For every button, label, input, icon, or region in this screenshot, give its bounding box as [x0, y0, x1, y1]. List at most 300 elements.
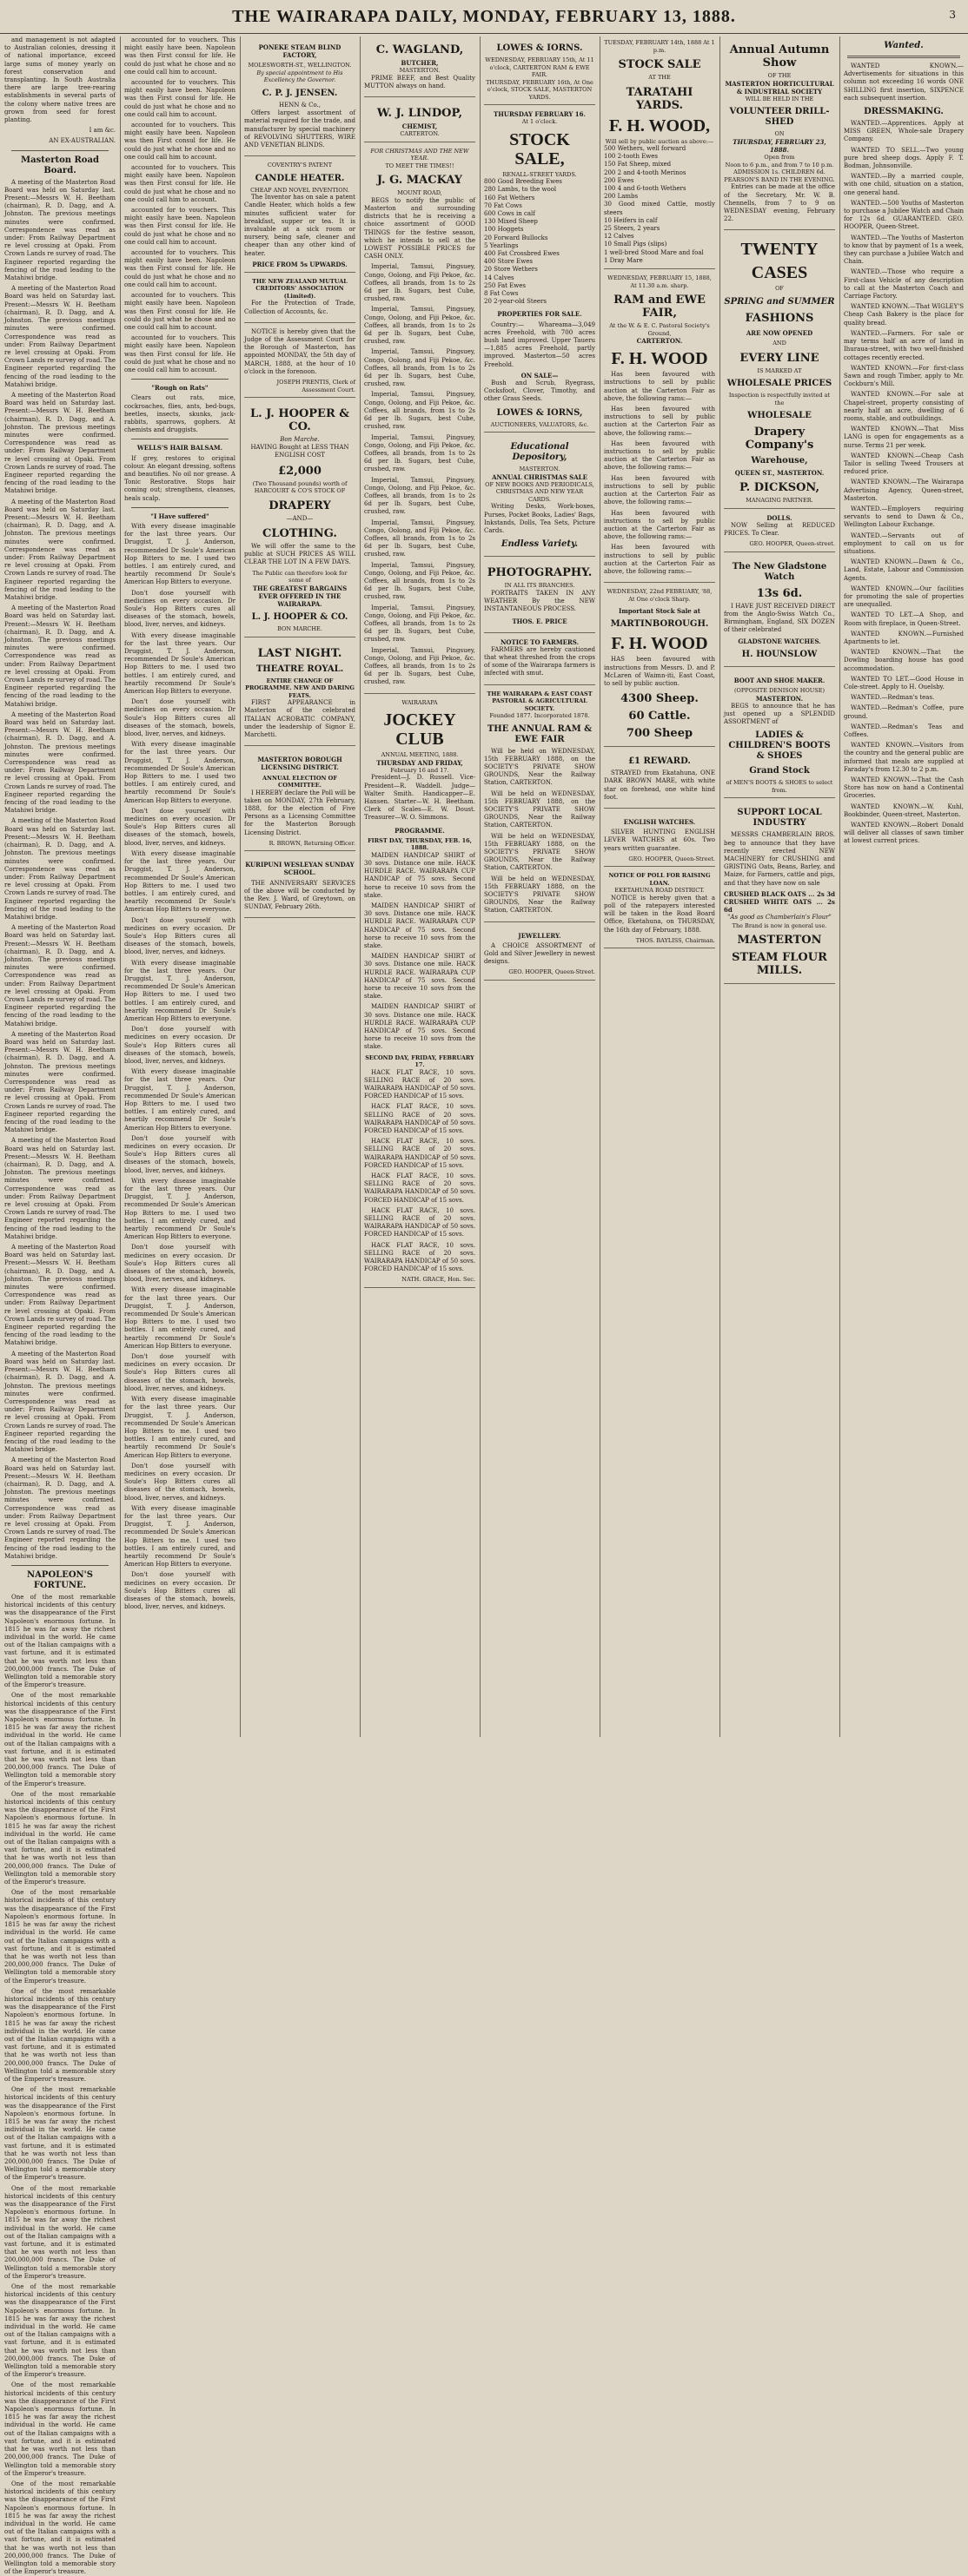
flour-quote2: The Brand is now in general use. — [732, 921, 827, 929]
farmers-notice — [484, 636, 595, 685]
wanted-item: WANTED KNOWN.—That the Cash Store has now on hand a Continental Groceries. — [844, 776, 964, 800]
mart-title: Important Stock Sale at — [619, 607, 700, 616]
auction-item: 25 Steers, 2 years — [604, 225, 660, 233]
watch-name: GLADSTONE WATCHES. — [738, 637, 821, 645]
school-ad — [244, 854, 355, 918]
road-board-text: A meeting of the Masterton Road Board was held on Saturday last. Present:—Messrs W. H. Beetham (chairman), R. D. Dagg, and A. Johnston. The previous meetings minutes were confirmed. Correspondence was read as under: From Railway Department re level crossing at Opaki. From Crown Lands re survey of road. The Engineer reported regarding the fencing of the road leading to the Matahiwi bridge. — [4, 285, 116, 388]
stock-time: At 1 o'clock. — [521, 118, 558, 126]
blind-factory-title: PONEKE STEAM BLIND FACTORY, — [258, 43, 341, 60]
auction-item: 100 2-tooth Ewes — [604, 153, 659, 161]
testimonial-text: With every disease imaginable for the last three years. Our Druggist, T. J. Anderson, recommended Dr Soule's American Hop Bitters to me. I used two bottles. I am entirely cured, and heartily recommend Dr Soule's American Hop Bitters to everyone. — [124, 522, 235, 586]
programme-text: MAIDEN HANDICAP SHIRT of 30 sovs. Distance one mile. HACK HURDLE RACE. WAIRARAPA CUP HANDICAP of 75 sovs. Second horse to receive 10 sovs from the stake. — [364, 1003, 475, 1051]
licensing-heading: MASTERTON BOROUGH LICENSING DISTRICT. — [257, 756, 342, 772]
blind-factory-ad — [244, 36, 355, 156]
licensing-sub: ANNUAL ELECTION OF COMMITTEE. — [262, 774, 337, 789]
watches-sign: GEO. HOOPER, Queen-Street. — [628, 855, 715, 862]
cattle-title: 60 Cattle. — [628, 710, 691, 723]
rats-heading: "Rough on Rats" — [151, 384, 209, 393]
ram-text: Has been favoured with instructions to sell by public auction at the Carterton Fair as above, the following rams:— — [604, 544, 715, 575]
programme-text2: HACK FLAT RACE, 10 sovs. SELLING RACE of 20 sovs. WAIRARAPA HANDICAP of 50 sovs. FORCED HANDICAP of 15 sovs. — [364, 1172, 475, 1204]
road-board-text: A meeting of the Masterton Road Board was held on Saturday last. Present:—Messrs W. H. Beetham (chairman), R. D. Dagg, and A. Johnston. The previous meetings minutes were confirmed. Correspondence was read as under: From Railway Department re level crossing at Opaki. From Crown Lands re survey of road. The Engineer reported regarding the fencing of the road leading to the Matahiwi bridge. — [4, 1350, 116, 1454]
reward-title: £1 REWARD. — [628, 756, 691, 767]
napoleon-continued: accounted for to vouchers. This might easily have been. Napoleon was then First consul for life. He could do just what he chose and no one could call him to account. — [124, 36, 235, 76]
drapery-warehouse: Warehouse, — [751, 456, 808, 466]
column-1 — [0, 36, 120, 2576]
programme-text2: HACK FLAT RACE, 10 sovs. SELLING RACE of 20 sovs. WAIRARAPA HANDICAP of 50 sovs. FORCED HANDICAP of 15 sovs. — [364, 1138, 475, 1169]
theatre-ad — [244, 640, 355, 747]
hooper-text: HAVING Bought at LESS THAN ENGLISH COST — [250, 444, 349, 459]
testimonial-text: Don't dose yourself with medicines on every occasion. Dr Soule's Hop Bitters cures all diseases of the stomach, bowels, blood, liver, nerves, and kidneys. — [124, 1134, 235, 1174]
road-board-text: A meeting of the Masterton Road Board was held on Saturday last. Present:—Messrs W. H. Beetham (chairman), R. D. Dagg, and A. Johnston. The previous meetings minutes were confirmed. Correspondence was read as under: From Railway Department re level crossing at Opaki. From Crown Lands re survey of road. The Engineer reported regarding the fencing of the road leading to the Matahiwi bridge. — [4, 391, 116, 495]
road-board-text: A meeting of the Masterton Road Board was held on Saturday last. Present:—Messrs W. H. Beetham (chairman), R. D. Dagg, and A. Johnston. The previous meetings minutes were confirmed. Correspondence was read as under: From Railway Department re level crossing at Opaki. From Crown Lands re survey of road. The Engineer reported regarding the fencing of the road leading to the Matahiwi bridge. — [4, 178, 116, 282]
wanted-item: WANTED.—Redman's teas. — [851, 694, 935, 702]
show-held: WILL BE HELD IN THE — [745, 95, 814, 102]
auctioneer-name: F. H. WOOD, — [608, 116, 711, 135]
napoleon-continued: accounted for to vouchers. This might easily have been. Napoleon was then First consul for life. He could do just what he chose and no one could call him to account. — [124, 249, 235, 288]
auction-item: 10 Small Pigs (slips) — [604, 241, 667, 248]
creditors-heading: THE NEW ZEALAND MUTUAL CREDITORS' ASSOCIATION (Limited). — [252, 277, 348, 300]
testimonial-text: Don't dose yourself with medicines on every occasion. Dr Soule's Hop Bitters cures all diseases of the stomach, bowels, blood, liver, nerves, and kidneys. — [124, 807, 235, 847]
jockey-sub: ANNUAL MEETING, 1888. — [381, 751, 459, 759]
stock-item: 800 Good Breeding Ewes — [484, 178, 562, 186]
grocer-list: Imperial, Tamsui, Pingsuey, Congo, Oolong, and Fiji Pekoe, &c. Coffees, all brands, from 1s to 2s 6d per lb. Sugars, best Cube, crushed, raw. — [364, 263, 475, 303]
firm-title: LOWES & IORNS. — [496, 43, 583, 53]
wanted-item: WANTED TO LET.—Good House in Cole-street. Apply to H. Ouelsby. — [844, 675, 964, 691]
road-board-text: A meeting of the Masterton Road Board was held on Saturday last. Present:—Messrs W. H. Beetham (chairman), R. D. Dagg, and A. Johnston. The previous meetings minutes were confirmed. Correspondence was read as under: From Railway Department re level crossing at Opaki. From Crown Lands re survey of road. The Engineer reported regarding the fencing of the road leading to the Matahiwi bridge. — [4, 924, 116, 1027]
theatre-line: ENTIRE CHANGE OF PROGRAMME. NEW AND DARING FEATS. — [245, 677, 355, 699]
watch-text: I HAVE JUST RECEIVED DIRECT from the Anglo-Swiss Watch Co., Birmingham, England, SIX DOZEN of their celebrated — [724, 602, 835, 634]
butcher-place: MASTERTON. — [399, 67, 441, 75]
dolls-ad — [724, 512, 835, 552]
column-3 — [240, 36, 360, 1737]
wanted-item: WANTED.—By a married couple, with one child, situation on a station, one general hand. — [844, 173, 964, 196]
wanted-item: WANTED.—500 Youths of Masterton to purchase a Jubilee Watch and Chain for 12s 6d. GUARANTEED. GEO. HOOPER, Queen-Street. — [844, 199, 964, 231]
stock-list — [484, 178, 595, 306]
blind-factory-address: MOLESWORTH-ST., WELLINGTON. — [248, 62, 352, 69]
poll-heading: NOTICE OF POLL FOR RAISING LOAN. — [608, 872, 711, 887]
road-board-text: A meeting of the Masterton Road Board was held on Saturday last. Present:—Messrs W. H. Beetham (chairman), R. D. Dagg, and A. Johnston. The previous meetings minutes were confirmed. Correspondence was read as under: From Railway Department re level crossing at Opaki. From Crown Lands re survey of road. The Engineer reported regarding the fencing of the road leading to the Matahiwi bridge. — [4, 1244, 116, 1347]
testimonial-text: With every disease imaginable for the last three years. Our Druggist, T. J. Anderson, recommended Dr Soule's American Hop Bitters to me. I used two bottles. I am entirely cured, and heartily recommend Dr Soule's American Hop Bitters to everyone. — [124, 1396, 235, 1459]
napoleon-text: One of the most remarkable historical incidents of this century was the disappearance of the First Napoleon's enormous fortune. In 1815 he was far away the richest individual in the world. He came out of the Italian campaigns with a vast fortune, and it is estimated that he was worth not less than 200,000,000 francs. The Duke of Wellington told a memorable story of the Emperor's treasure. — [4, 2283, 116, 2379]
assoc-fair: THE ANNUAL RAM & EWE FAIR — [487, 723, 593, 744]
napoleon-text: One of the most remarkable historical incidents of this century was the disappearance of the First Napoleon's enormous fortune. In 1815 he was far away the richest individual in the world. He came out of the Italian campaigns with a vast fortune, and it is estimated that he was worth not less than 200,000,000 francs. The Duke of Wellington told a memorable story of the Emperor's treasure. — [4, 1987, 116, 2083]
wanted-item: WANTED.—The Youths of Masterton to know that by payment of 1s a week, they can purchase a Jubilee Watch and Chain. — [844, 234, 964, 266]
napoleon-text: One of the most remarkable historical incidents of this century was the disappearance of the First Napoleon's enormous fortune. In 1815 he was far away the richest individual in the world. He came out of the Italian campaigns with a vast fortune, and it is estimated that he was worth not less than 200,000,000 francs. The Duke of Wellington told a memorable story of the Emperor's treasure. — [4, 2184, 116, 2280]
flour-mills-town: MASTERTON — [737, 934, 822, 948]
auction-item: 1 Dray Mare — [604, 256, 643, 264]
testimonial-text: With every disease imaginable for the last three years. Our Druggist, T. J. Anderson, recommended Dr Soule's American Hop Bitters to me. I used two bottles. I am entirely cured, and heartily recommend Dr Soule's American Hop Bitters to everyone. — [124, 1504, 235, 1569]
drapery-fashions: FASHIONS — [745, 311, 814, 325]
page-number: 3 — [949, 9, 956, 21]
grocer-list: Imperial, Tamsui, Pingsuey, Congo, Oolong, and Fiji Pekoe, &c. Coffees, all brands, from 1s to 2s 6d per lb. Sugars, best Cube, crushed, raw. — [364, 433, 475, 473]
show-on: ON — [774, 130, 785, 138]
edu-line: ANNUAL CHRISTMAS SALE — [492, 472, 587, 481]
auction-item: 12 Calves — [604, 233, 634, 241]
assoc-text: Will be held on WEDNESDAY, 15th FEBRUARY 1888, on the SOCIETY'S PRIVATE SHOW GROUNDS, Near the Railway Station, CARTERTON. — [484, 875, 595, 915]
wanted-item: WANTED.—Those who require a First-class Vehicle of any description to call at the Masterton Coach and Carriage Factory. — [844, 268, 964, 301]
dolls-text: NOW Selling at REDUCED PRICES. To Clear. — [724, 521, 835, 538]
letter-signoff: I am &c. — [89, 127, 116, 135]
xmas-line: TO MEET THE TIMES!! — [385, 162, 454, 169]
jockey-text: President—J. D. Russell. Vice-President—R. Waddell. Judge—Walter Smith. Handicapper—E. Hansen. Starter—W. H. Beetham. Clerk of Scales—E. W. Doust. Treasurer—W. O. Simmons. — [364, 774, 475, 822]
drapery-and: AND — [772, 340, 786, 347]
hooper-and: —AND— — [286, 514, 314, 522]
auctioneers-sub: AUCTIONEERS, VALUATORS, &c. — [490, 420, 589, 428]
wanted-item: WANTED KNOWN.—For sale at Chapel-street, property consisting of nearly half an acre, dwelling of 6 rooms, stable, and outbuildings. — [844, 391, 964, 422]
ram-place: At the W. & E. C. Pastoral Society's Ground, — [609, 322, 710, 337]
licensing-sign: R. BROWN, Returning Officer. — [269, 839, 355, 847]
mart-text: HAS been favoured with instructions from Messrs. D. and P. McLaren of Waimn-iti, East Coast, to sell by public auction. — [604, 656, 715, 687]
hooper-sign2: BON MARCHE. — [277, 625, 322, 633]
hair-balsam-heading: WELLS'S HAIR BALSAM. — [136, 444, 223, 452]
grocer-list: Imperial, Tamsui, Pingsuey, Congo, Oolong, and Fiji Pekoe, &c. Coffees, all brands, from 1s to 2s 6d per lb. Sugars, best Cube, crushed, raw. — [364, 476, 475, 516]
hooper-ad — [244, 400, 355, 637]
auction-item: 200 Ewes — [604, 176, 634, 184]
napoleon-continued: accounted for to vouchers. This might easily have been. Napoleon was then First consul for life. He could do just what he chose and no one could call him to account. — [124, 122, 235, 161]
jockey-club-ad — [364, 697, 475, 1288]
theatre-heading: LAST NIGHT. — [257, 646, 342, 660]
ram-date: WEDNESDAY, FEBRUARY 15, 1888, At 11.30 a.m. sharp. — [607, 274, 712, 289]
mart-date: WEDNESDAY, 22nd FEBRUARY, '88, At One o'clock Sharp. — [607, 588, 713, 603]
licensing-ad — [244, 749, 355, 851]
hooper-text2: (Two Thousand pounds) worth of HARCOURT & CO'S STOCK OF — [252, 479, 348, 495]
candle-heater-text: The Inventor has on sale a patent Candle Heater, which holds a few minutes sufficient water for breakfast, supper or tea. It is invaluable at a sick room or nursery, being safe, cleaner and cheaper than any other kind of heater. — [244, 194, 355, 257]
napoleon-text: One of the most remarkable historical incidents of this century was the disappearance of the First Napoleon's enormous fortune. In 1815 he was far away the richest individual in the world. He came out of the Italian campaigns with a vast fortune, and it is estimated that he was worth not less than 200,000,000 francs. The Duke of Wellington told a memorable story of the Emperor's treasure. — [4, 2381, 116, 2477]
wanted-item: WANTED KNOWN.—Cheap Cash Tailor is selling Tweed Trousers at reduced price. — [844, 452, 964, 476]
wanted-item: WANTED.—Farmers. For sale or may terms half an acre of land in Ihuraua-street, with two well-finished cottages recently erected. — [844, 329, 964, 361]
candle-heater-heading: COVENTRY'S PATENT — [267, 162, 333, 169]
theatre-sub: THEATRE ROYAL. — [255, 664, 344, 674]
testimonial-text: With every disease imaginable for the last three years. Our Druggist, T. J. Anderson, recommended Dr Soule's American Hop Bitters to me. I used two bottles. I am entirely cured, and heartily recommend Dr Soule's American Hop Bitters to everyone. — [124, 741, 235, 804]
assoc-title: THE WAIRARAPA & EAST COAST PASTORAL & AGRICULTURAL SOCIETY. — [487, 690, 593, 712]
grocer-list: Imperial, Tamsui, Pingsuey, Congo, Oolong, and Fiji Pekoe, &c. Coffees, all brands, from 1s to 2s 6d per lb. Sugars, best Cube, crushed, raw. — [364, 519, 475, 558]
drapery-company: Drapery Company's — [745, 426, 814, 452]
testimonial-text: Don't dose yourself with medicines on every occasion. Dr Soule's Hop Bitters cures all diseases of the stomach, bowels, blood, liver, nerves, and kidneys. — [124, 1571, 235, 1611]
ram-text: Has been favoured with instructions to sell by public auction at the Carterton Fair as above, the following rams:— — [604, 474, 715, 506]
road-board-text: A meeting of the Masterton Road Board was held on Saturday last. Present:—Messrs W. H. Beetham (chairman), R. D. Dagg, and A. Johnston. The previous meetings minutes were confirmed. Correspondence was read as under: From Railway Department re level crossing at Opaki. From Crown Lands re survey of road. The Engineer reported regarding the fencing of the road leading to the Matahiwi bridge. — [4, 1456, 116, 1560]
auction-item: 200 2 and 4-tooth Merinos — [604, 168, 686, 176]
lowes-iorns-ad — [484, 36, 595, 105]
hooper-amount: £2,000 — [278, 464, 322, 478]
letter-signature: AN EX-AUSTRALIAN. — [49, 137, 116, 145]
jewellery-sign: GEO. HOOPER, Queen-Street. — [508, 968, 595, 976]
programme-text2: HACK FLAT RACE, 10 sovs. SELLING RACE of 20 sovs. WAIRARAPA HANDICAP of 50 sovs. FORCED HANDICAP of 15 sovs. — [364, 1103, 475, 1135]
testimonial-text: Don't dose yourself with medicines on every occasion. Dr Soule's Hop Bitters cures all diseases of the stomach, bowels, blood, liver, nerves, and kidneys. — [124, 589, 235, 629]
testimonial-text: With every disease imaginable for the last three years. Our Druggist, T. J. Anderson, recommended Dr Soule's American Hop Bitters to me. I used two bottles. I am entirely cured, and heartily recommend Dr Soule's American Hop Bitters to everyone. — [124, 959, 235, 1022]
auction-item: 30 Good mixed Cattle, mostly steers — [604, 201, 715, 216]
photo-text: PORTRAITS TAKEN IN ANY WEATHER By the NEW INSTANTANEOUS PROCESS. — [484, 589, 595, 613]
wanted-item: WANTED KNOWN.—That Miss LANG is open for engagements as a nurse. Terms 21 per week. — [844, 426, 964, 449]
stock-item: 280 Lambs, to the wool — [484, 186, 557, 194]
jockey-sign: NATH. GRACE, Hon. Sec. — [401, 1276, 475, 1284]
poll-district: EKETAHUNA ROAD DISTRICT. — [614, 887, 705, 895]
stock-date: THURSDAY FEBRUARY 16. — [494, 110, 586, 118]
hooper-drapery: DRAPERY — [269, 499, 331, 512]
hooper-title: L. J. HOOPER & CO. — [249, 407, 350, 434]
watch-price: 13s 6d. — [756, 586, 803, 600]
napoleon-text: One of the most remarkable historical incidents of this century was the disappearance of the First Napoleon's enormous fortune. In 1815 he was far away the richest individual in the world. He came out of the Italian campaigns with a vast fortune, and it is estimated that he was worth not less than 200,000,000 francs. The Duke of Wellington told a memorable story of the Emperor's treasure. — [4, 1889, 116, 1985]
drapery-marked: IS MARKED AT — [757, 367, 802, 374]
butcher-ad — [364, 36, 475, 97]
wanted-item: WANTED.—Servants out of employment to call on us for situations. — [844, 532, 964, 555]
ram-auctioneer: F. H. WOOD — [611, 349, 708, 369]
wanted-item: WANTED KNOWN.—Visitors from the country and the general public are informed that meals are supplied at Faraday's from 12.30 to 2 p.m. — [844, 742, 964, 773]
testimonial-text: With every disease imaginable for the last three years. Our Druggist, T. J. Anderson, recommended Dr Soule's American Hop Bitters to me. I used two bottles. I am entirely cured, and heartily recommend Dr Soule's American Hop Bitters to everyone. — [124, 1286, 235, 1350]
firm-sale2: THURSDAY, FEBRUARY 16th, At One o'clock, STOCK SALE, MASTERTON YARDS. — [486, 78, 593, 101]
poll-notice — [604, 869, 715, 948]
auction-item: 150 Fat Sheep, mixed — [604, 161, 672, 168]
ram-text: Has been favoured with instructions to sell by public auction at the Carterton Fair as above, the following rams:— — [604, 509, 715, 541]
wanted-item: WANTED.—Apprentices. Apply at MISS GREEN, Whole-sale Drapery Company. — [844, 120, 964, 143]
wanted-item: WANTED KNOWN.—W. Kuhl, Bookbinder, Queen-street, Masterton. — [844, 803, 964, 818]
dolls-heading: DOLLS. — [766, 513, 792, 522]
show-times: Noon to 6 p.m., and from 7 to 10 p.m. — [725, 161, 834, 168]
edu-title: Educational Depository, — [510, 442, 569, 463]
firm-sale1: WEDNESDAY, FEBRUARY 15th, At 11 o'clock, CARTERTON RAM & EWE FAIR. — [485, 56, 594, 78]
ram-text: Has been favoured with instructions to sell by public auction at the Carterton Fair as above, the following rams:— — [604, 371, 715, 402]
stock-title: STOCK SALE, — [509, 129, 570, 168]
newspaper-title: THE WAIRARAPA DAILY, MONDAY, FEBRUARY 13, 1888. — [232, 7, 736, 26]
drapery-wholesale: WHOLESALE — [747, 411, 812, 421]
stock-item: 70 Fat Cows — [484, 201, 522, 209]
butcher-title: C. WAGLAND, — [375, 43, 464, 56]
column-6 — [600, 36, 719, 1737]
wanted-item: WANTED.—Redman's Coffee, pure ground. — [844, 704, 964, 720]
stock-item: 600 Cows in calf — [484, 210, 535, 218]
flour-mills-title: STEAM FLOUR MILLS. — [732, 951, 827, 978]
jewellery-heading: JEWELLERY. — [518, 931, 561, 940]
creditors-text: For the Protection of Trade, Collection of Accounts, &c. — [244, 300, 355, 315]
column-2 — [120, 36, 240, 1737]
support-text: MESSRS CHAMBERLAIN BROS. beg to announce that they have recently erected NEW MACHINERY for CRUSHING and GRISTING Oats, Beans, Barley, and Maize, for Farmers, cattle and pigs, and that they have now on sale — [724, 831, 835, 887]
assessment-sign: JOSEPH PRENTIS, Clerk of Assessment Court. — [276, 379, 355, 393]
candle-heater-line: CHEAP AND NOVEL INVENTION. — [250, 186, 349, 194]
stock-item: 8 Fat Cows — [484, 290, 519, 298]
stock-item: 130 Mixed Sheep — [484, 218, 538, 226]
sheep-title: 4300 Sheep. — [620, 692, 699, 706]
auctioneers-title: LOWES & IORNS, — [496, 407, 583, 418]
blind-factory-royal: By special appointment to His Excellency the Governor. — [256, 69, 343, 84]
blind-factory-text: Offers largest assortment of material required for the trade, and manufacturer by special machinery of REVOLVING SHUTTERS, WIRE AND VENETIAN BLINDS. — [244, 109, 355, 149]
drapery-big: TWENTY — [740, 240, 819, 260]
ram-text: Has been favoured with instructions to sell by public auction at the Carterton Fair as above, the following rams:— — [604, 439, 715, 472]
show-entries: Entries can be made at the office of the Secretary, Mr. W. B. Chennells, from 7 to 9 on WEDNESDAY evening, February 22. — [724, 183, 835, 223]
boots-opp: (OPPOSITE DENISON HOUSE) — [733, 687, 825, 695]
drapery-owner: P. DICKSON, — [739, 481, 819, 495]
ram-text: Has been favoured with instructions to sell by public auction at the Carterton Fair as above, the following rams:— — [604, 406, 715, 437]
wanted-item: WANTED KNOWN.—Robert Donald will deliver all classes of sawn timber at lowest current prices. — [844, 822, 964, 845]
grocer-list: Imperial, Tamsui, Pingsuey, Congo, Oolong, and Fiji Pekoe, &c. Coffees, all brands, from 1s to 2s 6d per lb. Sugars, best Cube, crushed, raw. — [364, 604, 475, 644]
pastoral-society-ad — [484, 688, 595, 922]
programme-day2: SECOND DAY, FRIDAY, FEBRUARY 17. — [365, 1054, 474, 1069]
licensing-text: I HEREBY declare the Poll will be taken on MONDAY, 27th February, 1888, for the election of Five Persons as a Licensing Committee for the Masterton Borough Licensing District. — [244, 789, 355, 836]
boots-heading: BOOT AND SHOE MAKER. — [733, 676, 825, 684]
watch-sign: H. HOUNSLOW — [741, 649, 818, 659]
candle-heater-price: PRICE FROM 5s UPWARDS. — [252, 260, 348, 268]
grocer-list: Imperial, Tamsui, Pingsuey, Congo, Oolong, and Fiji Pekoe, &c. Coffees, all brands, from 1s to 2s 6d per lb. Sugars, best Cube, crushed, raw. — [364, 561, 475, 601]
stock-item: 400 Fat Crossbred Ewes — [484, 250, 560, 258]
auction-item: 10 Heifers in calf — [604, 216, 658, 224]
country-text: Country:— Whareama—3,049 acres Freehold, with 700 acres bush land improved. Upper Taueru—1,885 acres Freehold, partly improved. Masterton—50 acres Freehold. — [484, 320, 595, 368]
hooper-public: The Public can therefore look for some of — [252, 569, 348, 584]
blind-factory-owner: C. P. J. JENSEN. — [262, 88, 338, 98]
grocer-ad — [364, 145, 475, 694]
support-heading: SUPPORT LOCAL INDUSTRY — [737, 808, 822, 829]
jockey-town: WAIRARAPA — [401, 698, 438, 706]
stock-item: 160 Fat Wethers — [484, 194, 535, 201]
road-board-text: A meeting of the Masterton Road Board was held on Saturday last. Present:—Messrs W. H. Beetham (chairman), R. D. Dagg, and A. Johnston. The previous meetings minutes were confirmed. Correspondence was read as under: From Railway Department re level crossing at Opaki. From Crown Lands re survey of road. The Engineer reported regarding the fencing of the road leading to the Matahiwi bridge. — [4, 710, 116, 815]
watches-text: SILVER HUNTING ENGLISH LEVER WATCHES at 60s. Two years written guarantee. — [604, 829, 715, 852]
testimonial-text: With every disease imaginable for the last three years. Our Druggist, T. J. Anderson, recommended Dr Soule's American Hop Bitters to me. I used two bottles. I am entirely cured, and heartily recommend Dr Soule's American Hop Bitters to everyone. — [124, 631, 235, 696]
wanted-item: WANTED KNOWN.—That the Dowling boarding house has good accommodation. — [844, 649, 964, 672]
wanted-item: WANTED KNOWN.—Advertisements for situations in this column not exceeding 16 words ONE SHILLING first insertion, SIXPENCE each subsequent insertion. — [844, 63, 964, 102]
road-board-text: A meeting of the Masterton Road Board was held on Saturday last. Present:—Messrs W. H. Beetham (chairman), R. D. Dagg, and A. Johnston. The previous meetings minutes were confirmed. Correspondence was read as under: From Railway Department re level crossing at Opaki. From Crown Lands re survey of road. The Engineer reported regarding the fencing of the road leading to the Matahiwi bridge. — [4, 498, 116, 601]
masthead — [0, 0, 968, 34]
stock-item: 250 Fat Ewes — [484, 281, 527, 289]
hooper-clothing: CLOTHING. — [262, 526, 337, 540]
auction-title: STOCK SALE — [618, 58, 701, 71]
wanted-item: WANTED KNOWN.—For first-class Sawn and rough Timber, apply to Mr. Cockburn's Mill. — [844, 364, 964, 388]
divider — [847, 56, 960, 58]
jewellery-ad — [484, 925, 595, 981]
programme-text: MAIDEN HANDICAP SHIRT of 30 sovs. Distance one mile. HACK HURDLE RACE. WAIRARAPA CUP HANDICAP of 75 sovs. Second horse to receive 10 sovs from the stake. — [364, 851, 475, 899]
edu-endless: Endless Variety. — [501, 539, 579, 550]
hooper-bargain: THE GREATEST BARGAINS EVER OFFERED IN THE WAIRARAPA. — [252, 584, 348, 608]
napoleon-continued: accounted for to vouchers. This might easily have been. Napoleon was then First consul for life. He could do just what he chose and no one could call him to account. — [124, 164, 235, 203]
gladstone-watch-ad — [724, 555, 835, 667]
testimonial-text: With every disease imaginable for the last three years. Our Druggist, T. J. Anderson, recommended Dr Soule's American Hop Bitters to me. I used two bottles. I am entirely cured, and heartily recommend Dr Soule's American Hop Bitters to everyone. — [124, 1068, 235, 1132]
creditors-ad — [244, 275, 355, 323]
poll-text: NOTICE is hereby given that a poll of the ratepayers interested will be taken in the Road Board Office, Eketahuna, on THURSDAY, the 16th day of February, 1888. — [604, 894, 715, 934]
autumn-show-ad — [724, 36, 835, 230]
photo-sub: IN ALL ITS BRANCHES. — [504, 582, 575, 590]
show-society: MASTERTON HORTICULTURAL & INDUSTRIAL SOCIETY — [725, 79, 834, 96]
divider — [11, 150, 109, 151]
hooper-text3: We will offer the same to the public at SUCH PRICES AS WILL CLEAR THE LOT IN A FEW DAYS. — [244, 542, 355, 566]
stock-item: 400 Store Ewes — [484, 258, 533, 266]
testimonial-text: With every disease imaginable for the last three years. Our Druggist, T. J. Anderson, recommended Dr Soule's American Hop Bitters to me. I used two bottles. I am entirely cured, and heartily recommend Dr Soule's American Hop Bitters to everyone. — [124, 849, 235, 914]
theatre-text: FIRST APPEARANCE in Masterton of the celebrated ITALIAN ACROBATIC COMPANY, under the leadership of Signor E. Marchetti. — [244, 699, 355, 738]
stock-place: RENALL-STREET YARDS. — [502, 170, 577, 178]
grocer-list: Imperial, Tamsui, Pingsuey, Congo, Oolong, and Fiji Pekoe, &c. Coffees, all brands, from 1s to 2s 6d per lb. Sugars, best Cube, crushed, raw. — [364, 646, 475, 686]
photo-sign: THOS. E. PRICE — [512, 618, 567, 626]
letter-text: and management is not adapted to Australian colonies, dressing it of national importance, exceed large sums of money yearly on forest conservation and transplanting. In South Australia there are large tree-rearing establishments in several parts of the colony where native trees are grown from seed for forest planting. — [4, 36, 116, 124]
road-board-text: A meeting of the Masterton Road Board was held on Saturday last. Present:—Messrs W. H. Beetham (chairman), R. D. Dagg, and A. Johnston. The previous meetings minutes were confirmed. Correspondence was read as under: From Railway Department re level crossing at Opaki. From Crown Lands re survey of road. The Engineer reported regarding the fencing of the road leading to the Matahiwi bridge. — [4, 1137, 116, 1240]
wanted-item: WANTED KNOWN.—Furnished Apartments to let. — [844, 630, 964, 645]
assoc-text: Will be held on WEDNESDAY, 15th FEBRUARY 1888, on the SOCIETY'S PRIVATE SHOW GROUNDS, Near the Railway Station, CARTERTON. — [484, 789, 595, 829]
wanted-item: WANTED KNOWN.—The Wairarapa Advertising Agency, Queen-street, Masterton. — [844, 479, 964, 502]
grocer-place: MOUNT ROAD, — [397, 189, 442, 197]
column-7 — [719, 36, 839, 1737]
mart-place: MARTINBOROUGH. — [610, 619, 709, 630]
show-band: PEARSON'S BAND IN THE EVENING. — [724, 175, 835, 183]
drapery-big2: CASES — [751, 263, 808, 283]
poll-sign: THOS. BAYLISS, Chairman. — [635, 936, 715, 944]
farmers-heading: NOTICE TO FARMERS. — [500, 637, 580, 646]
school-heading: KURIPUNI WESLEYAN SUNDAY SCHOOL. — [245, 861, 355, 877]
wanted-item: WANTED TO LET.—A Shop, and Room with fireplace, in Queen-Street. — [844, 611, 964, 627]
divider — [131, 379, 229, 380]
on-sale-heading: ON SALE— — [520, 371, 559, 380]
auction-item: 1 well-bred Stood Mare and foal — [604, 248, 704, 256]
show-of: OF THE — [767, 72, 792, 79]
road-board-heading: Masterton Road Board. — [21, 155, 99, 175]
programme-text2: HACK FLAT RACE, 10 sovs. SELLING RACE of 20 sovs. WAIRARAPA HANDICAP of 50 sovs. FORCED HANDICAP of 15 sovs. — [364, 1206, 475, 1238]
auction-place: TARATAHI YARDS. — [626, 85, 693, 112]
assoc-founded: Founded 1877. Incorporated 1878. — [489, 712, 590, 720]
road-board-text: A meeting of the Masterton Road Board was held on Saturday last. Present:—Messrs W. H. Beetham (chairman), R. D. Dagg, and A. Johnston. The previous meetings minutes were confirmed. Correspondence was read as under: From Railway Department re level crossing at Opaki. From Crown Lands re survey of road. The Engineer reported regarding the fencing of the road leading to the Matahiwi bridge. — [4, 817, 116, 921]
jockey-title: JOCKEY CLUB — [383, 710, 456, 750]
drapery-street: QUEEN ST., MASTERTON. — [734, 469, 825, 478]
ram-fair-ad — [604, 272, 715, 583]
napoleon-continued: accounted for to vouchers. This might easily have been. Napoleon was then First consul for life. He could do just what he chose and no one could call him to account. — [124, 79, 235, 118]
butcher-text: PRIME BEEF, and Best Quality MUTTON always on hand. — [364, 74, 475, 89]
reward-ad — [604, 750, 715, 809]
testimonial-text: Don't dose yourself with medicines on every occasion. Dr Soule's Hop Bitters cures all diseases of the stomach, bowels, blood, liver, nerves, and kidneys. — [124, 698, 235, 738]
watches-ad — [604, 811, 715, 867]
stock-item: 14 Calves — [484, 274, 514, 281]
show-title: Annual Autumn Show — [729, 43, 830, 69]
assessment-text: NOTICE is hereby given that the Judge of the Assessment Court for the Borough of Masterton, has appointed MONDAY, the 5th day of MARCH, 1888, at the hour of 10 o'clock in the forenoon. — [244, 327, 355, 375]
show-date: THURSDAY, FEBRUARY 23, 1888. — [733, 137, 826, 155]
photo-heading: PHOTOGRAPHY. — [487, 566, 593, 580]
hooper-sign: L. J. HOOPER & CO. — [251, 612, 348, 623]
boots-line: LADIES & CHILDREN'S BOOTS & SHOES — [728, 730, 831, 762]
column-5 — [480, 36, 600, 1737]
educational-ad — [484, 435, 595, 557]
napoleon-continued: accounted for to vouchers. This might easily have been. Napoleon was then First consul for life. He could do just what he chose and no one could call him to account. — [124, 292, 235, 331]
edu-place: MASTERTON. — [519, 466, 560, 473]
watch-title: The New Gladstone Watch — [732, 561, 827, 582]
grocer-list: Imperial, Tamsui, Pingsuey, Congo, Oolong, and Fiji Pekoe, &c. Coffees, all brands, from 1s to 2s 6d per lb. Sugars, best Cube, crushed, raw. — [364, 391, 475, 431]
napoleon-text: One of the most remarkable historical incidents of this century was the disappearance of the First Napoleon's enormous fortune. In 1815 he was far away the richest individual in the world. He came out of the Italian campaigns with a vast fortune, and it is estimated that he was worth not less than 200,000,000 francs. The Duke of Wellington told a memorable story of the Emperor's treasure. — [4, 1593, 116, 1689]
local-industry-ad — [724, 801, 835, 984]
testimonial-text: Don't dose yourself with medicines on every occasion. Dr Soule's Hop Bitters cures all diseases of the stomach, bowels, blood, liver, nerves, and kidneys. — [124, 1244, 235, 1284]
napoleon-text: One of the most remarkable historical incidents of this century was the disappearance of the First Napoleon's enormous fortune. In 1815 he was far away the richest individual in the world. He came out of the Italian campaigns with a vast fortune, and it is estimated that he was worth not less than 200,000,000 francs. The Duke of Wellington told a memorable story of the Emperor's treasure. — [4, 1790, 116, 1886]
auction-item: 500 Wethers, well forward — [604, 145, 686, 152]
drapery-prices: WHOLESALE PRICES — [726, 379, 832, 389]
testimonial-text: With every disease imaginable for the last three years. Our Druggist, T. J. Anderson, recommended Dr Soule's American Hop Bitters to me. I used two bottles. I am entirely cured, and heartily recommend Dr Soule's American Hop Bitters to everyone. — [124, 1177, 235, 1241]
wanted-item: WANTED.—Employers requiring servants to send to Dawn & Co., Wellington Labour Exchange. — [844, 505, 964, 529]
edu-text2: Writing Desks, Work-boxes, Purses, Pocket Books, Ladies' Bags, Inkstands, Dolls, Tea Sets, Picture Cards. — [484, 503, 595, 534]
chemist-title: W. J. LINDOP, — [376, 107, 463, 121]
programme-text2: HACK FLAT RACE, 10 sovs. SELLING RACE of 20 sovs. WAIRARAPA HANDICAP of 50 sovs. FORCED HANDICAP of 15 sovs. — [364, 1068, 475, 1100]
napoleon-continued: accounted for to vouchers. This might easily have been. Napoleon was then First consul for life. He could do just what he chose and no one could call him to account. — [124, 207, 235, 246]
on-sale-text: Bush and Scrub, Ryegrass, Cocksfoot, Clover, Timothy, and other Grass Seeds. — [484, 380, 595, 403]
support-item: CRUSHED WHITE OATS ... 2s 6d — [724, 898, 835, 915]
programme-text: MAIDEN HANDICAP SHIRT of 30 sovs. Distance one mile. HACK HURDLE RACE. WAIRARAPA CUP HANDICAP of 75 sovs. Second horse to receive 10 sovs from the stake. — [364, 953, 475, 1001]
wanted-item: DRESSMAKING. — [864, 107, 944, 117]
rats-text: Clears out rats, mice, cockroaches, flies, ants, bed-bugs, beetles, insects, skunks, jack-rabbits, sparrows, gophers. At chemists and druggists. — [124, 394, 235, 434]
road-board-text: A meeting of the Masterton Road Board was held on Saturday last. Present:—Messrs W. H. Beetham (chairman), R. D. Dagg, and A. Johnston. The previous meetings minutes were confirmed. Correspondence was read as under: From Railway Department re level crossing at Opaki. From Crown Lands re survey of road. The Engineer reported regarding the fencing of the road leading to the Matahiwi bridge. — [4, 604, 116, 708]
chemist-place: CARTERTON. — [400, 130, 440, 138]
auction-item: 200 Lambs — [604, 193, 639, 201]
wanted-heading: Wanted. — [884, 41, 924, 50]
wanted-item: WANTED KNOWN.—Our facilities for promoting the sale of properties are unequalled. — [844, 585, 964, 609]
drapery-every: EVERY LINE — [739, 351, 819, 365]
boots-grand2: of MEN'S BOOTS & SHOES to select from. — [726, 779, 833, 794]
martinborough-ad — [604, 585, 715, 747]
stock-item: 20 Store Wethers — [484, 266, 538, 274]
assoc-text: Will be held on WEDNESDAY, 15th FEBRUARY 1888, on the SOCIETY'S PRIVATE SHOW GROUNDS, Near the Railway Station, CARTERTON. — [484, 747, 595, 787]
testimonial-text: Don't dose yourself with medicines on every occasion. Dr Soule's Hop Bitters cures all diseases of the stomach, bowels, blood, liver, nerves, and kidneys. — [124, 916, 235, 956]
stock-sale-ad — [484, 108, 595, 433]
boots-place: MASTERTON. — [755, 694, 804, 703]
column-4 — [360, 36, 480, 1737]
show-open: Open from — [764, 154, 795, 162]
boots-ad — [724, 670, 835, 799]
drapery-role: MANAGING PARTNER. — [746, 497, 813, 505]
